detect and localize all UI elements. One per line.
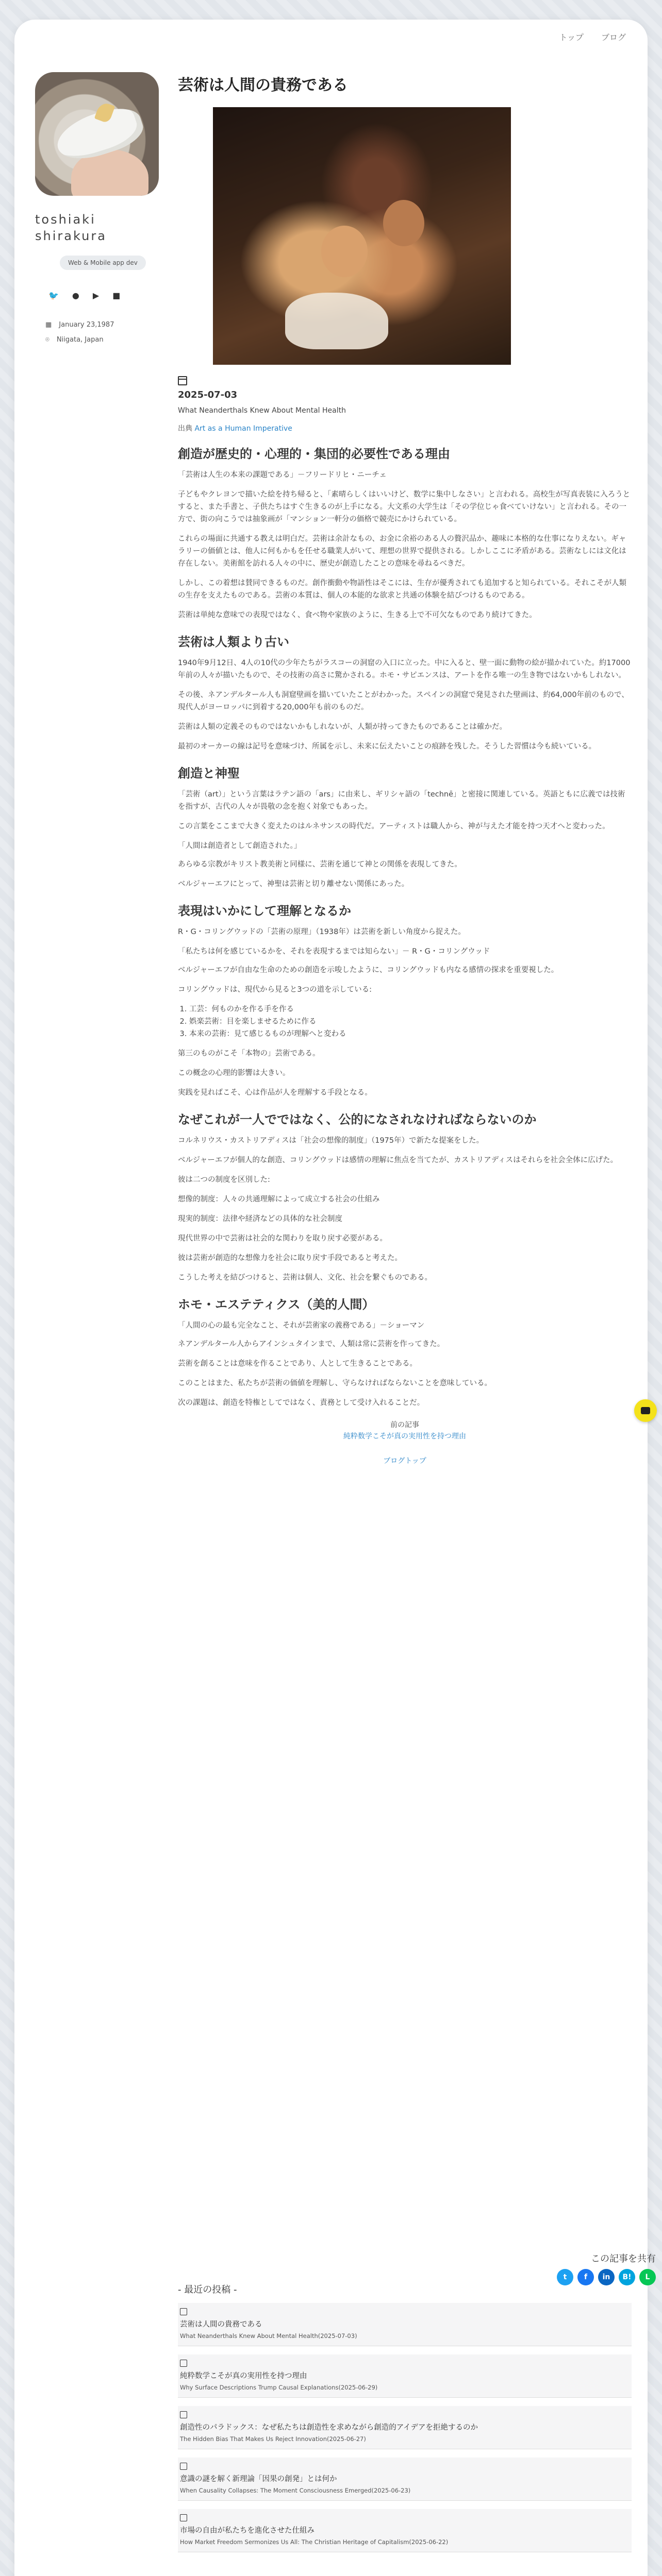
quote: 「私たちは何を感じているかを、それを表現するまでは知らない」－ R・G・コリングウッド: [178, 947, 490, 956]
paragraph: 第三のものがこそ「本物の」芸術である。: [178, 1049, 320, 1058]
paragraph: R・G・コリングウッドの「芸術の原理」（1938年）は芸術を新しい角度から捉えた。: [178, 928, 466, 936]
paragraph: 子どもやクレヨンで描いた絵を持ち帰ると、「素晴らしくはいいけど、数学に集中しなさい」と言われる。高校生が写真表装に入ろうとすると、また手書と、子供たちはすぐ生きるのが上手になる。大文系の大学生は「その学位じゃ食べていけない」と言われる。その一方で、街の向こうでは抽象画が「マンション一軒分の価格で競売にかけられている。: [178, 490, 631, 523]
section-heading: 創造が歴史的・心理的・集団的必要性である理由: [178, 447, 450, 461]
recent-post-title: 意識の謎を解く新理論「因果の創発」とは何か: [180, 2475, 337, 2483]
chat-icon: [641, 1407, 650, 1414]
recent-post-title: 純粋数学こそが真の実用性を持つ理由: [180, 2372, 307, 2380]
avatar: [35, 72, 159, 196]
github-icon[interactable]: ●: [72, 291, 79, 300]
recent-post-subtitle: Why Surface Descriptions Trump Causal Explanations(2025-06-29): [180, 2384, 378, 2391]
location-pin-icon: ⌾: [45, 336, 49, 344]
paragraph: 1940年9月12日、4人の10代の少年たちがラスコーの洞窟の入口に立った。中に入ると、壁一面に動物の絵が描かれていた。約17000年前の人々が描いたもので、その技術の高さに驚かされる。ホモ・サピエンスは、アートを作る唯一の生き物ではないかもしれない。: [178, 659, 631, 680]
paragraph: 「芸術（art）」という言葉はラテン語の「ars」に由来し、ギリシャ語の「technē」と密接に関連している。英語ともに広義では技術を指すが、古代の人々が畏敬の念を抱く対象でもあった。: [178, 790, 625, 811]
paragraph: 最初のオーカーの線は記号を意味づけ、所属を示し、未来に伝えたいことの痕跡を残した。そうした習慣は今も続いている。: [178, 742, 597, 751]
article-subtitle: What Neanderthals Knew About Mental Health: [178, 406, 346, 415]
share-label: この記事を共有: [591, 2253, 656, 2264]
recent-post-title: 市場の自由が私たちを進化させた仕組み: [180, 2527, 315, 2535]
paragraph: しかし、この着想は賛同できるものだ。創作衝動や物語性はそこには、生存が優秀されても追加すると知られている。それこそが人類の生存を支えたものである。芸術の本質は、個人の本能的な欲求と共通の体験を結びつけるものである。: [178, 579, 626, 600]
share-block: [557, 2251, 656, 2285]
recent-post-subtitle: The Hidden Bias That Makes Us Reject Innovation(2025-06-27): [180, 2435, 366, 2443]
list-item: 1. 工芸：何ものかを作る手を作る: [189, 1003, 632, 1015]
article-hero-image: [213, 107, 511, 365]
twitter-icon[interactable]: 🐦: [48, 291, 59, 300]
source-label: 出典: [178, 425, 192, 433]
quote: 「人間は創造者として創造された。」: [178, 842, 302, 850]
paragraph: 彼は二つの制度を区別した:: [178, 1176, 270, 1184]
location-text: Niigata, Japan: [56, 336, 104, 344]
prev-label: 前の記事: [390, 1421, 419, 1429]
paragraph: ベルジャーエフが個人的な創造、コリングウッドは感情の理解に焦点を当てたが、カストリアディスはそれらを社会全体に広げた。: [178, 1156, 618, 1164]
profile-name-line2: shirakura: [35, 229, 107, 243]
recent-post-subtitle: When Causality Collapses: The Moment Consciousness Emerged(2025-06-23): [180, 2487, 411, 2494]
profile-name: [35, 211, 159, 244]
calendar-icon: [178, 376, 187, 385]
list-item: 2. 娯楽芸術：目を楽しませるために作る: [189, 1015, 632, 1028]
paragraph: 芸術を創ることは意味を作ることであり、人として生きることである。: [178, 1360, 417, 1368]
calendar-icon: [180, 2463, 187, 2470]
birthday-text: January 23,1987: [59, 321, 114, 329]
recent-post-item[interactable]: [178, 2509, 632, 2552]
hatena-share-icon[interactable]: B!: [619, 2269, 635, 2285]
section-heading: なぜこれが一人でではなく、公的になされなければならないのか: [178, 1112, 537, 1127]
social-links: [48, 291, 159, 300]
paragraph: ネアンデルタール人からアインシュタインまで、人類は常に芸術を作ってきた。: [178, 1340, 445, 1348]
recent-post-item[interactable]: [178, 2458, 632, 2501]
prev-article-link[interactable]: 純粋数学こそが真の実用性を持つ理由: [343, 1432, 466, 1440]
paragraph: 次の課題は、創造を特権としてではなく、責務として受け入れることだ。: [178, 1399, 425, 1407]
paragraph: 現代世界の中で芸術は社会的な関わりを取り戻す必要がある。: [178, 1234, 387, 1243]
blog-top-nav: [178, 1455, 632, 1466]
twitter-share-icon[interactable]: t: [557, 2269, 573, 2285]
linkedin-share-icon[interactable]: in: [598, 2269, 615, 2285]
qiita-icon[interactable]: ■: [112, 291, 121, 300]
paragraph: コリングウッドは、現代から見ると3つの道を示している:: [178, 986, 372, 994]
paragraph: これらの場面に共通する教えは明白だ。芸術は余計なもの、お金に余裕のある人の贅沢品か、趣味に本格的な仕事になりえない。ギャラリーの価値とは、他人に何もかもを任せる職業人がいて、理想の世界で提供される。しかしここに矛盾がある。芸術なしには文化は存在しない。美術館を訪れる人々の中に、歴史が創造したことの意味を尋ねるべきだ。: [178, 535, 626, 568]
nav-top-link[interactable]: トップ: [559, 32, 584, 42]
paragraph: このことはまた、私たちが芸術の価値を理解し、守らなければならないことを意味している。: [178, 1379, 492, 1387]
nav-blog-link[interactable]: ブログ: [601, 32, 626, 42]
paragraph: この概念の心理的影響は大きい。: [178, 1069, 290, 1077]
calendar-icon: [180, 2308, 187, 2315]
profile-sidebar: [35, 72, 159, 351]
paragraph: 芸術は人類の定義そのものではないかもしれないが、人類が持ってきたものであることは確かだ。: [178, 723, 507, 731]
recent-post-subtitle: What Neanderthals Knew About Mental Health(2025-07-03): [180, 2332, 357, 2340]
article-date: 2025-07-03: [178, 389, 238, 400]
article-main: [178, 72, 632, 1466]
profile-name-line1: toshiaki: [35, 212, 96, 227]
paragraph: あらゆる宗教がキリスト教美術と同様に、芸術を通じて神との関係を表現してきた。: [178, 860, 462, 869]
paragraph: その後、ネアンデルタール人も洞窟壁画を描いていたことがわかった。スペインの洞窟で発見された壁画は、約64,000年前のもので、現代人がヨーロッパに到着する20,000年も前のものだ。: [178, 691, 629, 711]
recent-posts-heading: - 最近の投稿 -: [178, 2284, 237, 2295]
recent-post-title: 芸術は人間の貴務である: [180, 2320, 262, 2329]
paragraph: この言葉をここまで大きく変えたのはルネサンスの時代だ。アーティストは職人から、神が与えた才能を持つ天才へと変わった。: [178, 822, 610, 831]
recent-post-item[interactable]: [178, 2406, 632, 2449]
paragraph: 芸術は単純な意味での表現ではなく、食べ物や家族のように、生きる上で不可欠なものであり続けてきた。: [178, 611, 537, 619]
source-link[interactable]: Art as a Human Imperative: [194, 425, 292, 433]
share-icons: [557, 2269, 656, 2285]
calendar-icon: [180, 2411, 187, 2418]
paragraph: コルネリウス・カストリアディスは「社会の想像的制度」（1975年）で新たな提案をした。: [178, 1137, 484, 1145]
calendar-icon: ▦: [45, 321, 52, 329]
list-item: 3. 本来の芸術：見て感じるものが理解へと変わる: [189, 1028, 632, 1040]
recent-post-subtitle: How Market Freedom Sermonizes Us All: The Christian Heritage of Capitalism(2025-06-22): [180, 2538, 449, 2546]
blog-top-link[interactable]: ブログトップ: [383, 1457, 426, 1465]
section-heading: 芸術は人類より古い: [178, 635, 289, 649]
quote: 「人間の心の最も完全なこと、それが芸術家の義務である」－ショーマン: [178, 1321, 425, 1330]
section-heading: 表現はいかにして理解となるか: [178, 904, 351, 918]
calendar-icon: [180, 2360, 187, 2367]
facebook-share-icon[interactable]: f: [577, 2269, 594, 2285]
recent-post-title: 創造性のパラドックス：なぜ私たちは創造性を求めながら創造的アイデアを拒絶するのか: [180, 2424, 478, 2432]
paragraph: 「芸術は人生の本来の課題である」－フリードリヒ・ニーチェ: [178, 471, 387, 479]
paragraph: ベルジャーエフにとって、神聖は芸術と切り離せない関係にあった。: [178, 880, 409, 888]
section-heading: 創造と神聖: [178, 766, 240, 781]
section-heading: ホモ・エステティクス（美的人間）: [178, 1297, 375, 1312]
line-share-icon[interactable]: L: [639, 2269, 656, 2285]
youtube-icon[interactable]: ▶: [92, 291, 100, 300]
paragraph: 彼は芸術が創造的な想像力を社会に取り戻す手段であると考えた。: [178, 1254, 402, 1262]
paragraph: 想像的制度：人々の共通理解によって成立する社会の仕組み: [178, 1195, 380, 1204]
calendar-icon: [180, 2514, 187, 2521]
article-source: [178, 423, 632, 433]
profile-meta: [45, 321, 159, 344]
article-title: 芸術は人間の貴務である: [178, 76, 348, 94]
top-nav: [559, 31, 626, 43]
paragraph: 実践を見ればこそ、心は作品が人を理解する手段となる。: [178, 1089, 372, 1097]
recent-post-item[interactable]: [178, 2354, 632, 2398]
paragraph: ベルジャーエフが自由な生命のための創造を示唆したように、コリングウッドも内なる感情の探求を重要視した。: [178, 966, 559, 974]
prev-article-nav: [178, 1419, 632, 1442]
paragraph: 現実的制度：法律や経済などの具体的な社会制度: [178, 1215, 342, 1223]
ordered-list: [189, 1003, 632, 1040]
recent-posts: [178, 2282, 632, 2561]
chat-button[interactable]: [634, 1399, 657, 1422]
role-badge: Web & Mobile app dev: [60, 256, 146, 270]
recent-post-item[interactable]: [178, 2303, 632, 2346]
paragraph: こうした考えを結びつけると、芸術は個人、文化、社会を繋ぐものである。: [178, 1274, 432, 1282]
